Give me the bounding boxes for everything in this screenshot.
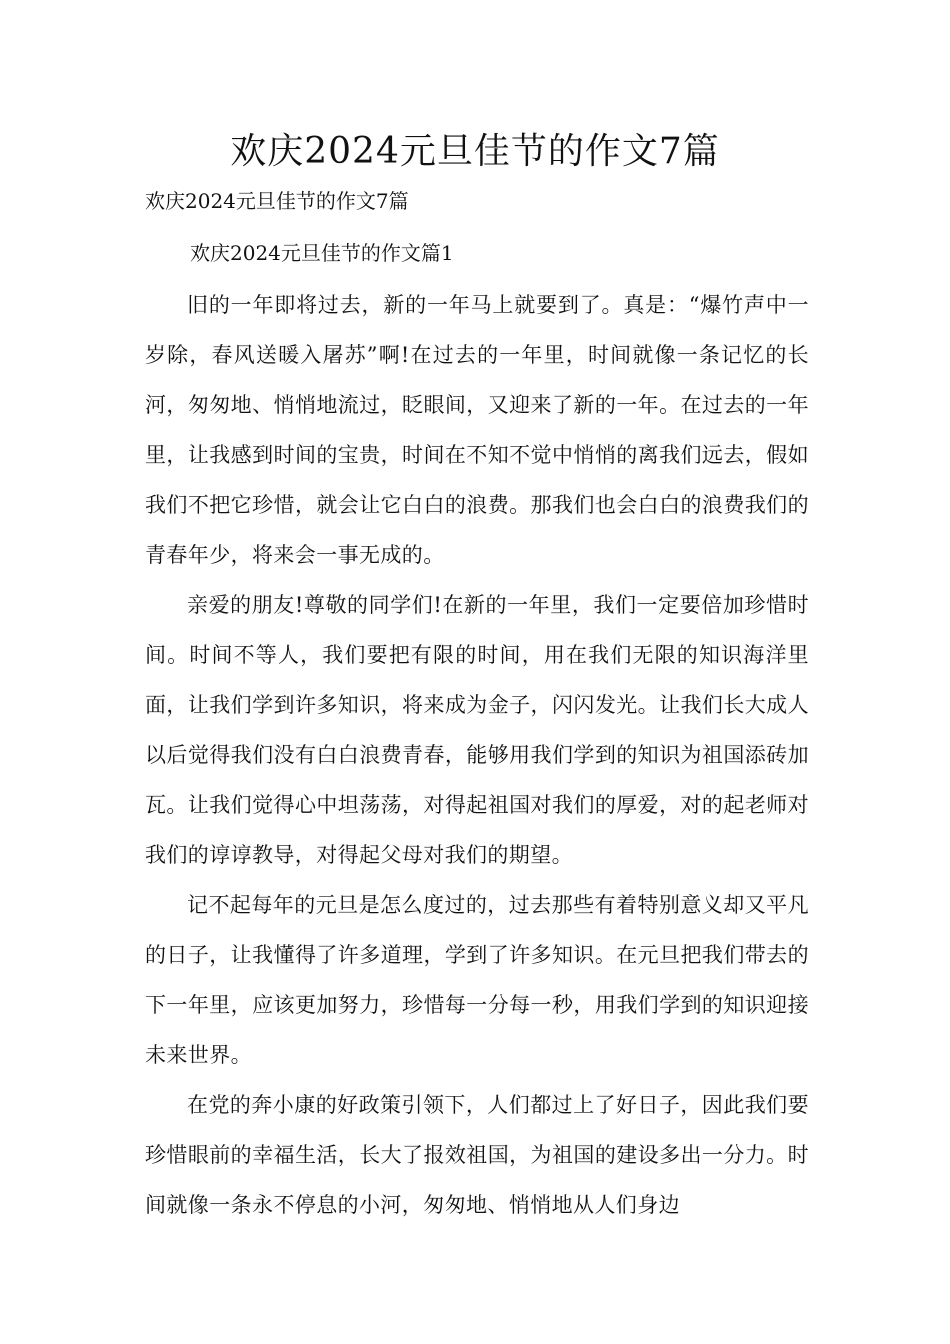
- paragraph: 在党的奔小康的好政策引领下，人们都过上了好日子，因此我们要珍惜眼前的幸福生活，长大了报效祖国，为祖国的建设多出一分力。时间就像一条永不停息的小河，匆匆地、悄悄地从人们身边: [145, 1093, 809, 1217]
- document-title: 欢庆2024元旦佳节的作文7篇: [230, 131, 720, 172]
- body-text: [145, 280, 809, 1230]
- paragraph: 旧的一年即将过去，新的一年马上就要到了。真是：“爆竹声中一岁除，春风送暖入屠苏”啊!在过去的一年里，时间就像一条记忆的长河，匆匆地、悄悄地流过，眨眼间，又迎来了新的一年。在过去的一年里，让我感到时间的宝贵，时间在不知不觉中悄悄的离我们远去，假如我们不把它珍惜，就会让它白白的浪费。那我们也会白白的浪费我们的青春年少，将来会一事无成的。: [145, 293, 809, 567]
- paragraph: 记不起每年的元旦是怎么度过的，过去那些有着特别意义却又平凡的日子，让我懂得了许多道理，学到了许多知识。在元旦把我们带去的下一年里，应该更加努力，珍惜每一分每一秒，用我们学到的知识迎接未来世界。: [145, 893, 809, 1067]
- document-subtitle: 欢庆2024元旦佳节的作文7篇: [145, 189, 409, 213]
- paragraph: 亲爱的朋友!尊敬的同学们!在新的一年里，我们一定要倍加珍惜时间。时间不等人，我们要把有限的时间，用在我们无限的知识海洋里面，让我们学到许多知识，将来成为金子，闪闪发光。让我们长大成人以后觉得我们没有白白浪费青春，能够用我们学到的知识为祖国添砖加瓦。让我们觉得心中坦荡荡，对得起祖国对我们的厚爱，对的起老师对我们的谆谆教导，对得起父母对我们的期望。: [145, 593, 809, 867]
- section-heading: 欢庆2024元旦佳节的作文篇1: [190, 241, 454, 265]
